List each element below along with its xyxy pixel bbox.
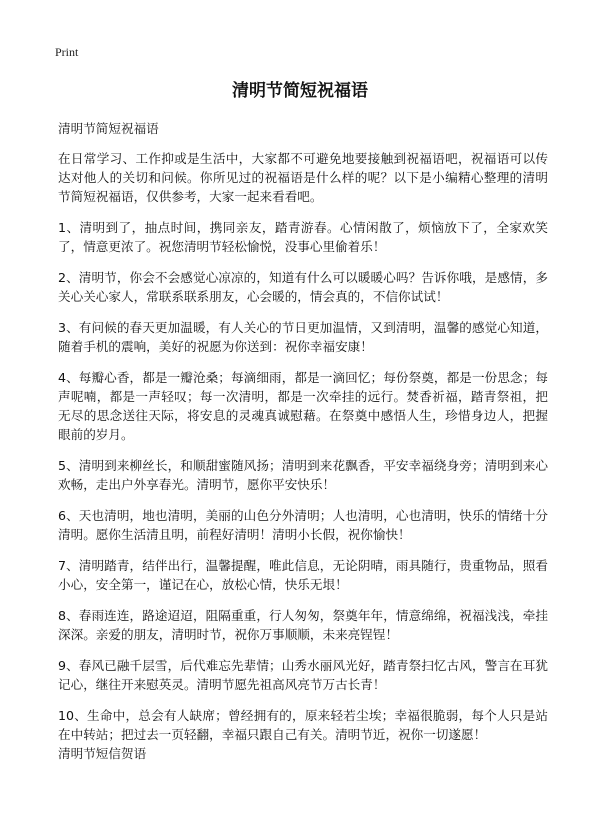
blessing-paragraph-2: 2、清明节，你会不会感觉心凉凉的，知道有什么可以暖暖心吗？告诉你哦，是感情，多关心关心家人，常联系联系朋友，心会暖的，情会真的，不信你试试！	[58, 270, 548, 304]
blessing-paragraph-6: 6、天也清明，地也清明，美丽的山色分外清明；人也清明，心也清明，快乐的情绪十分清明。愿你生活清且明，前程好清明！清明小长假，祝你愉快！	[58, 508, 548, 542]
blessing-paragraph-4: 4、每瓣心香，都是一瓣沧桑；每滴细雨，都是一滴回忆；每份祭奠，都是一份思念；每声呢喃，都是一声轻叹；每一次清明，都是一次牵挂的远行。焚香祈福，踏青祭祖，把无尽的思念送往天际，将安息的灵魂真诚慰藉。在祭奠中感悟人生，珍惜身边人，把握眼前的岁月。	[58, 370, 548, 442]
blessing-paragraph-5: 5、清明到来柳丝长，和顺甜蜜随风扬；清明到来花飘香，平安幸福绕身旁；清明到来心欢畅，走出户外享春光。清明节，愿你平安快乐！	[58, 458, 548, 492]
footer-heading: 清明节短信贺语	[58, 746, 147, 761]
blessing-paragraph-7: 7、清明踏青，结伴出行，温馨提醒，唯此信息，无论阴晴，雨具随行，贵重物品，照看小心，安全第一，谨记在心，放松心情，快乐无垠！	[58, 558, 548, 592]
blessing-paragraph-1: 1、清明到了，抽点时间，携同亲友，踏青游春。心情闲散了，烦恼放下了，全家欢笑了，情意更浓了。祝您清明节轻松愉悦，没事心里偷着乐！	[58, 220, 548, 254]
blessing-paragraph-9: 9、春风已融千层雪，后代难忘先辈情；山秀水丽风光好，踏青祭扫忆古风，警言在耳犹记心，继往开来慰英灵。清明节愿先祖高风亮节万古长青！	[58, 658, 548, 692]
blessing-paragraph-10: 10、生命中，总会有人缺席；曾经拥有的，原来轻若尘埃；幸福很脆弱，每个人只是站在中转站；把过去一页轻翻，幸福只跟自己有关。清明节近，祝你一切遂愿！	[58, 708, 548, 742]
print-link[interactable]: Print	[55, 45, 79, 59]
blessing-paragraph-3: 3、有问候的春天更加温暖，有人关心的节日更加温情，又到清明，温馨的感觉心知道，随着手机的震响，美好的祝愿为你送到：祝你幸福安康！	[58, 320, 548, 354]
document-subtitle: 清明节简短祝福语	[58, 121, 159, 136]
intro-paragraph: 在日常学习、工作抑或是生活中，大家都不可避免地要接触到祝福语吧，祝福语可以传达对他人的关切和问候。你所见过的祝福语是什么样的呢？以下是小编精心整理的清明节简短祝福语，仅供参考，大家一起来看看吧。	[58, 151, 548, 204]
document-body	[58, 119, 548, 763]
document-title: 清明节简短祝福语	[232, 81, 368, 101]
blessing-paragraph-8: 8、春雨连连，路途迢迢，阻隔重重，行人匆匆，祭奠年年，情意绵绵，祝福浅浅，牵挂深深。亲爱的朋友，清明时节，祝你万事顺顺，未来亮锃锃！	[58, 608, 548, 642]
